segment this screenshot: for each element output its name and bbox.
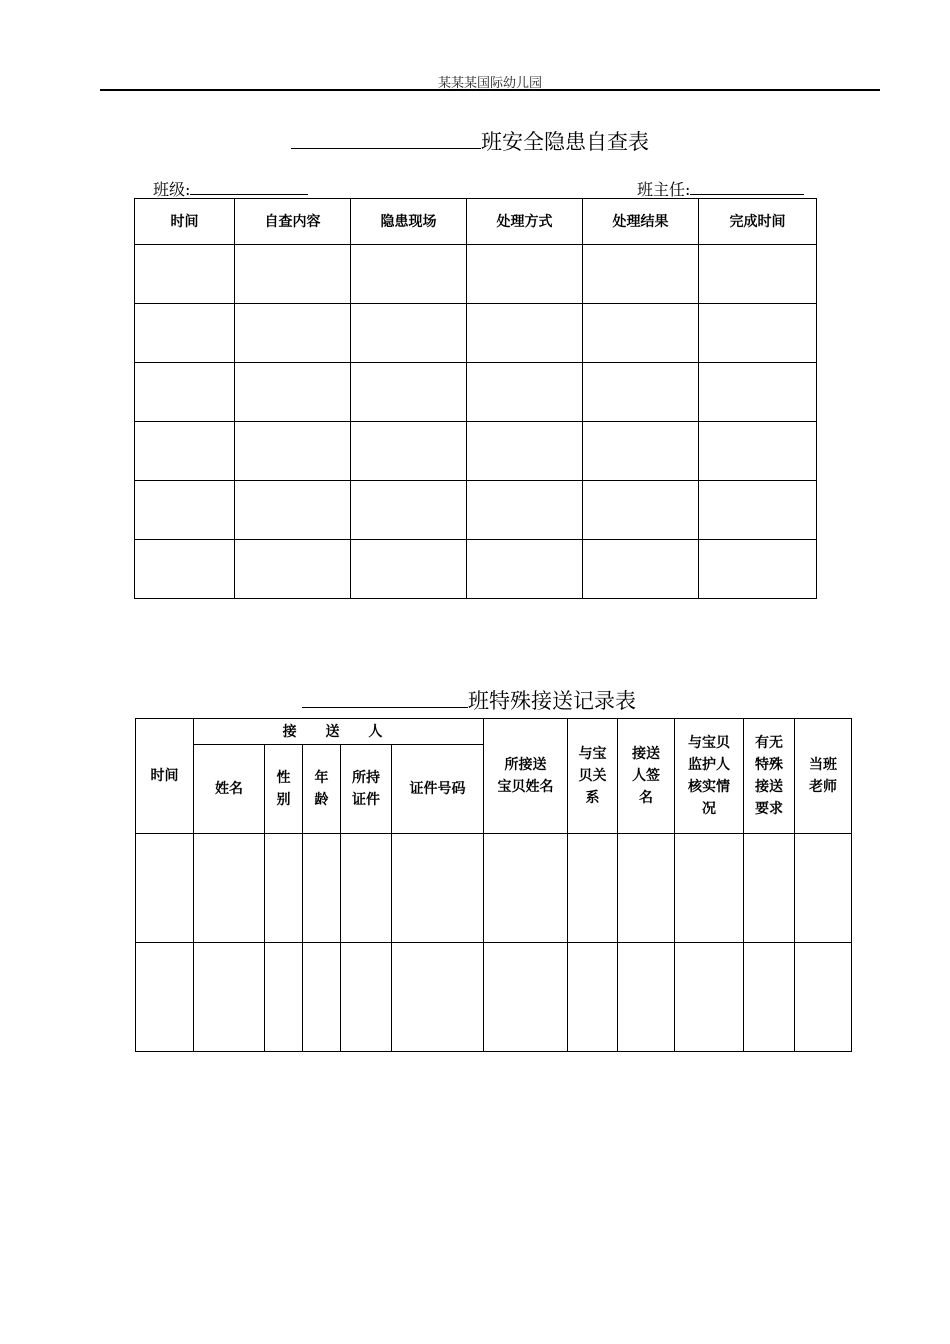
table-cell[interactable] (699, 304, 817, 363)
table-cell[interactable] (135, 245, 235, 304)
class-field (153, 177, 308, 200)
gender-label: 性 别 (276, 770, 291, 808)
column-header-id-number: 证件号码 (392, 745, 484, 834)
table-cell[interactable] (194, 943, 265, 1052)
pickup-header-row (136, 719, 852, 745)
table-cell[interactable] (795, 943, 852, 1052)
table-cell[interactable] (351, 363, 467, 422)
table-row (135, 304, 817, 363)
self-check-title (291, 126, 649, 156)
table-cell[interactable] (467, 422, 583, 481)
table-cell[interactable] (341, 834, 392, 943)
table-cell[interactable] (568, 834, 618, 943)
table-cell[interactable] (467, 363, 583, 422)
table-cell[interactable] (744, 834, 795, 943)
table-cell[interactable] (583, 245, 699, 304)
column-header-age (303, 745, 341, 834)
signature-label: 接送 人签 名 (632, 746, 661, 806)
table-cell[interactable] (303, 943, 341, 1052)
school-name-header: 某某某国际幼儿园 (437, 76, 542, 91)
table-cell[interactable] (699, 363, 817, 422)
table-cell[interactable] (699, 245, 817, 304)
column-header-time: 时间 (136, 719, 194, 834)
table-cell[interactable] (265, 834, 303, 943)
table-cell[interactable] (467, 540, 583, 599)
teacher-input-blank[interactable] (690, 178, 804, 195)
special-pickup-title-text: 班特殊接送记录表 (468, 689, 636, 713)
table-row (136, 834, 852, 943)
table-cell[interactable] (135, 481, 235, 540)
class-input-blank[interactable] (190, 178, 308, 195)
teacher-field (637, 177, 804, 200)
table-cell[interactable] (235, 304, 351, 363)
column-header-child-name (484, 719, 568, 834)
table-cell[interactable] (467, 245, 583, 304)
table-row (135, 540, 817, 599)
column-header-special-request (744, 719, 795, 834)
table-cell[interactable] (484, 943, 568, 1052)
table-cell[interactable] (568, 943, 618, 1052)
table-cell[interactable] (235, 245, 351, 304)
table-cell[interactable] (136, 834, 194, 943)
column-group-pickup-person (194, 719, 484, 745)
table-cell[interactable] (699, 540, 817, 599)
table-row (135, 481, 817, 540)
table-cell[interactable] (583, 540, 699, 599)
table-cell[interactable] (135, 540, 235, 599)
column-header-check-content: 自查内容 (235, 199, 351, 245)
table-cell[interactable] (699, 422, 817, 481)
duty-teacher-label: 当班 老师 (809, 757, 838, 795)
id-held-label: 所持 证件 (352, 770, 380, 808)
special-request-label: 有无 特殊 接送 要求 (755, 735, 784, 817)
table-cell[interactable] (235, 481, 351, 540)
table-cell[interactable] (235, 363, 351, 422)
table-cell[interactable] (618, 834, 675, 943)
special-pickup-title (302, 685, 636, 715)
table-cell[interactable] (351, 422, 467, 481)
column-header-handling-result: 处理结果 (583, 199, 699, 245)
table-cell[interactable] (744, 943, 795, 1052)
table-cell[interactable] (583, 304, 699, 363)
table-cell[interactable] (265, 943, 303, 1052)
table-cell[interactable] (351, 540, 467, 599)
table-cell[interactable] (467, 481, 583, 540)
table-cell[interactable] (699, 481, 817, 540)
column-header-id-held (341, 745, 392, 834)
guardian-check-label: 与宝贝 监护人 核实情 况 (688, 735, 731, 817)
table-cell[interactable] (675, 834, 744, 943)
table-cell[interactable] (583, 363, 699, 422)
table-cell[interactable] (392, 943, 484, 1052)
table-cell[interactable] (467, 304, 583, 363)
special-pickup-table (135, 718, 852, 1052)
column-header-duty-teacher (795, 719, 852, 834)
table-cell[interactable] (351, 481, 467, 540)
table-cell[interactable] (341, 943, 392, 1052)
self-check-title-text: 班安全隐患自查表 (481, 130, 649, 154)
table-cell[interactable] (351, 245, 467, 304)
table-cell[interactable] (351, 304, 467, 363)
column-header-handling-method: 处理方式 (467, 199, 583, 245)
table-row (136, 943, 852, 1052)
table-cell[interactable] (135, 363, 235, 422)
column-header-gender (265, 745, 303, 834)
table-row (135, 363, 817, 422)
column-header-signature (618, 719, 675, 834)
table-cell[interactable] (795, 834, 852, 943)
table-cell[interactable] (135, 304, 235, 363)
table-cell[interactable] (136, 943, 194, 1052)
table-cell[interactable] (484, 834, 568, 943)
header-divider (100, 89, 880, 91)
class-name-blank-2[interactable] (302, 685, 468, 708)
table-cell[interactable] (235, 540, 351, 599)
relation-label: 与宝 贝关 系 (578, 746, 607, 806)
table-cell[interactable] (618, 943, 675, 1052)
teacher-label: 班主任: (637, 180, 691, 199)
table-row (135, 422, 817, 481)
table-cell[interactable] (194, 834, 265, 943)
table-cell[interactable] (583, 481, 699, 540)
self-check-table (134, 198, 817, 599)
column-header-guardian-check (675, 719, 744, 834)
age-label: 年 龄 (314, 770, 329, 808)
table-cell[interactable] (135, 422, 235, 481)
column-header-relation (568, 719, 618, 834)
table-row (135, 245, 817, 304)
self-check-header-row (135, 199, 817, 245)
class-name-blank[interactable] (291, 126, 481, 149)
child-name-label: 所接送 宝贝姓名 (497, 757, 554, 795)
table-cell[interactable] (303, 834, 341, 943)
column-header-hazard-site: 隐患现场 (351, 199, 467, 245)
table-cell[interactable] (675, 943, 744, 1052)
table-cell[interactable] (583, 422, 699, 481)
table-cell[interactable] (235, 422, 351, 481)
class-label: 班级: (153, 180, 191, 199)
table-cell[interactable] (392, 834, 484, 943)
column-header-name: 姓名 (194, 745, 265, 834)
column-header-completion-time: 完成时间 (699, 199, 817, 245)
pickup-person-label: 接 送 人 (282, 723, 395, 740)
column-header-time: 时间 (135, 199, 235, 245)
